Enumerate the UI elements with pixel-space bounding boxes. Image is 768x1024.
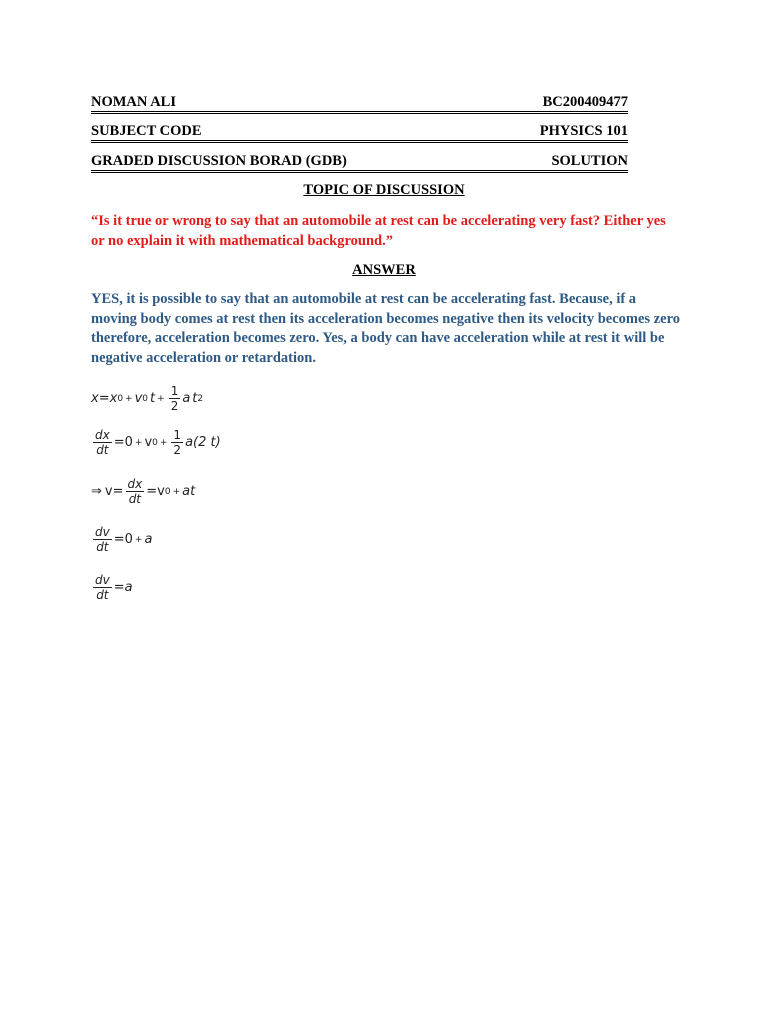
header-row-gdb: [91, 153, 628, 173]
eq2-plus: +: [134, 437, 143, 448]
student-id: BC200409477: [542, 94, 628, 110]
eq5-a: a: [124, 580, 133, 595]
gdb-label: GRADED DISCUSSION BORAD (GDB): [91, 153, 347, 169]
eq4-dv: dv: [95, 525, 110, 539]
eq2-den: 2: [173, 443, 182, 457]
eq1-equals: =: [98, 391, 110, 406]
eq4-dvdt: [93, 525, 112, 554]
eq1-den: 2: [170, 399, 179, 413]
eq1-t2: t: [192, 391, 198, 406]
header-row-name: [91, 94, 628, 114]
eq3-dxdt: [126, 477, 145, 506]
subject-code-value: PHYSICS 101: [539, 123, 628, 139]
question-text: “Is it true or wrong to say that an automobile at rest can be accelerating very fast? Either yes or no explain it with mathematical background.”: [91, 213, 666, 249]
eq5-equals: =: [113, 580, 125, 595]
header-row-subject: [91, 123, 628, 143]
eq1-plus: +: [125, 393, 133, 404]
eq5-dt: dt: [96, 588, 109, 602]
solution-label: SOLUTION: [551, 153, 628, 169]
eq1-fraction: [169, 384, 181, 413]
eq1-sub0: 0: [117, 393, 124, 404]
equation-position: [91, 384, 203, 413]
eq2-eq0: =0: [113, 435, 133, 450]
eq1-a: a: [182, 391, 191, 406]
eq3-equals: =: [146, 484, 158, 499]
eq3-at: at: [182, 484, 196, 499]
eq2-v: v: [144, 435, 153, 450]
student-name: NOMAN ALI: [91, 94, 176, 110]
eq5-dv: dv: [95, 573, 110, 587]
topic-heading: TOPIC OF DISCUSSION: [303, 182, 465, 198]
subject-code-label: SUBJECT CODE: [91, 123, 202, 139]
eq2-a2t: a(2 t): [185, 435, 221, 450]
eq1-plus2: +: [157, 393, 165, 404]
eq3-sub0: 0: [164, 486, 171, 497]
eq2-fraction: [171, 428, 183, 457]
eq1-x: x: [91, 391, 99, 406]
eq1-t: t: [150, 391, 156, 406]
equation-velocity: [91, 477, 195, 506]
equation-velocity-derivative: [91, 428, 221, 457]
eq1-x0: x: [109, 391, 118, 406]
eq5-dvdt: [93, 573, 112, 602]
eq1-v0: v: [134, 391, 143, 406]
eq3-plus: +: [172, 486, 181, 497]
eq1-sub0b: 0: [142, 393, 149, 404]
eq2-dxdt: [93, 428, 112, 457]
eq1-num: 1: [170, 384, 179, 398]
eq2-plus2: +: [159, 437, 168, 448]
eq1-sq: 2: [197, 393, 204, 404]
answer-heading: ANSWER: [352, 262, 416, 278]
eq3-dt: dt: [128, 492, 142, 506]
equation-acceleration: [91, 525, 152, 554]
eq2-sub0: 0: [152, 437, 158, 448]
eq4-plus: +: [134, 534, 143, 545]
eq2-dx: dx: [95, 428, 110, 442]
implies-icon: ⇒: [91, 484, 102, 499]
eq3-v0: v: [157, 484, 165, 499]
eq3-v: v=: [104, 484, 124, 499]
eq2-dt: dt: [96, 443, 109, 457]
eq4-a: a: [144, 532, 153, 547]
eq4-dt: dt: [96, 540, 109, 554]
answer-text: YES, it is possible to say that an automobile at rest can be accelerating fast. Because, if a moving body comes at rest then its acceleration becomes negative then its velocity becomes zero therefore, acceleration becomes zero. Yes, a body can have acceleration while at rest it will be negative acceleration or retardation.: [91, 291, 680, 366]
eq4-eq0: =0: [113, 532, 133, 547]
eq3-dx: dx: [127, 477, 143, 491]
eq2-num: 1: [173, 428, 182, 442]
equation-acceleration-final: [91, 573, 133, 602]
